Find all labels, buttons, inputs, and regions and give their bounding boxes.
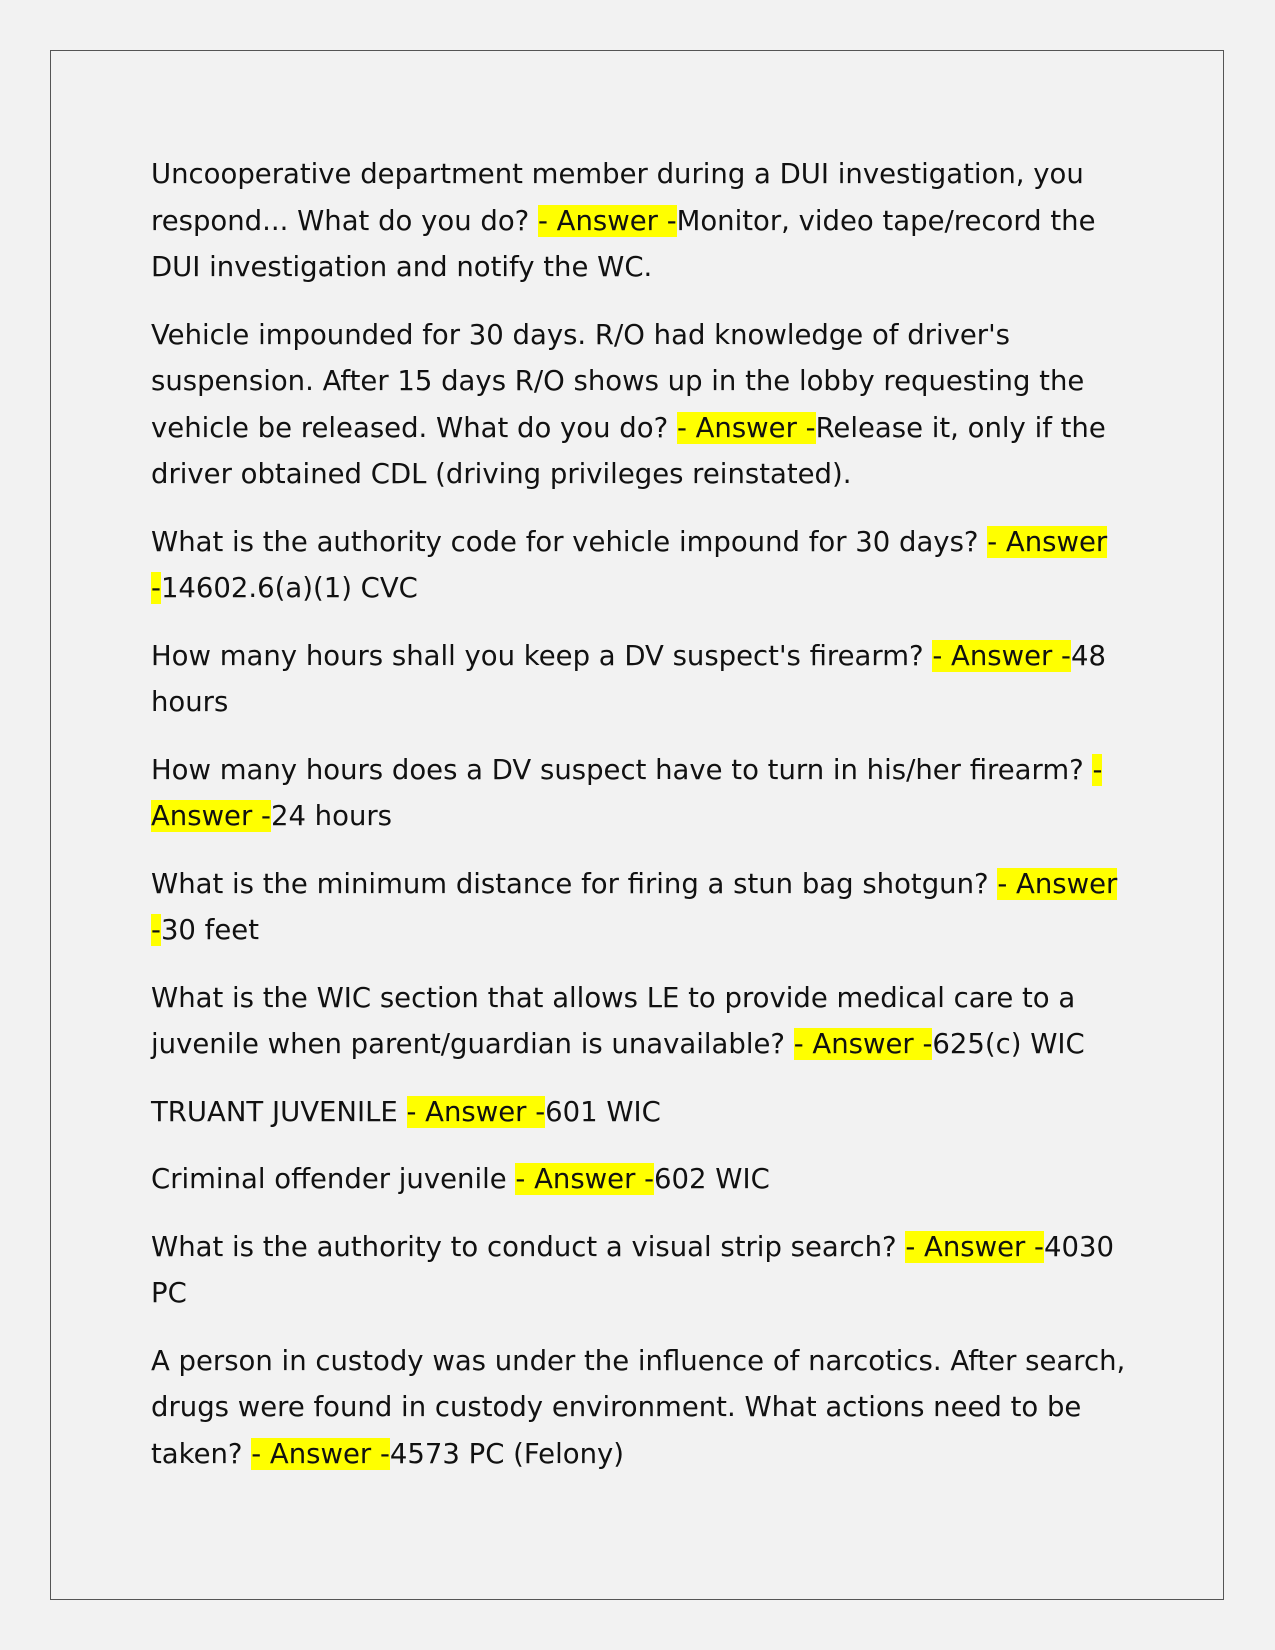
question-text: Criminal offender juvenile xyxy=(151,1163,516,1195)
answer-tag: - Answer - xyxy=(676,411,816,444)
answer-tag: - Answer - xyxy=(406,1095,546,1128)
question-text: What is the authority to conduct a visual strip search? xyxy=(151,1230,906,1263)
answer-text: 4030 PC xyxy=(151,1230,1114,1309)
question-text: What is the WIC section that allows LE to provide medical care to a juvenile when parent/guardian is unavailable? xyxy=(151,981,1076,1060)
question-text: What is the authority code for vehicle impound for 30 days? xyxy=(151,525,988,558)
answer-text: 48 hours xyxy=(151,639,1106,718)
question-text: How many hours does a DV suspect have to turn in his/her firearm? xyxy=(151,753,1093,786)
answer-text: 601 WIC xyxy=(545,1095,661,1128)
answer-tag: - Answer - xyxy=(151,753,1103,832)
answer-text: Monitor, video tape/record the DUI investigation and notify the WC. xyxy=(151,204,1096,283)
answer-text: 4573 PC (Felony) xyxy=(389,1437,625,1470)
answer-tag: - Answer - xyxy=(793,1028,933,1060)
answer-tag: - Answer - xyxy=(151,525,1108,604)
answer-tag: - Answer - xyxy=(515,1163,655,1195)
answer-tag: - Answer - xyxy=(932,639,1071,672)
qa-list xyxy=(151,151,1151,1498)
question-text: TRUANT JUVENILE xyxy=(151,1095,407,1128)
answer-text: 625(c) WIC xyxy=(932,1028,1085,1060)
answer-tag: - Answer - xyxy=(538,204,677,237)
qa-item xyxy=(151,747,1151,840)
answer-text: 30 feet xyxy=(160,914,259,946)
question-text: Uncooperative department member during a DUI investigation, you respond... What do you do? xyxy=(151,158,1084,237)
answer-tag: - Answer - xyxy=(251,1437,390,1470)
answer-tag: - Answer - xyxy=(905,1230,1044,1263)
question-text: How many hours shall you keep a DV suspect's firearm? xyxy=(151,639,933,672)
qa-item xyxy=(151,151,1151,291)
answer-tag: - Answer - xyxy=(151,867,1118,946)
qa-item xyxy=(151,312,1151,498)
question-text: Vehicle impounded for 30 days. R/O had knowledge of driver's suspension. After 15 days R/O shows up in the lobby requesting the vehicle be released. What do you do? xyxy=(151,318,1085,444)
qa-item xyxy=(151,1224,1151,1317)
answer-text: 14602.6(a)(1) CVC xyxy=(160,572,418,604)
qa-item xyxy=(151,633,1151,726)
qa-item xyxy=(151,861,1151,954)
qa-item xyxy=(151,1156,1151,1203)
qa-item xyxy=(151,975,1151,1068)
question-text: A person in custody was under the influence of narcotics. After search, drugs were found in custody environment. What actions need to be taken? xyxy=(151,1344,1126,1470)
qa-item xyxy=(151,1089,1151,1136)
qa-item xyxy=(151,1338,1151,1478)
answer-text: 24 hours xyxy=(270,800,393,832)
answer-text: 602 WIC xyxy=(654,1163,770,1195)
answer-text: Release it, only if the driver obtained CDL (driving privileges reinstated). xyxy=(151,411,1106,490)
qa-item xyxy=(151,519,1151,612)
page-frame xyxy=(50,50,1224,1600)
question-text: What is the minimum distance for firing a stun bag shotgun? xyxy=(151,867,998,900)
